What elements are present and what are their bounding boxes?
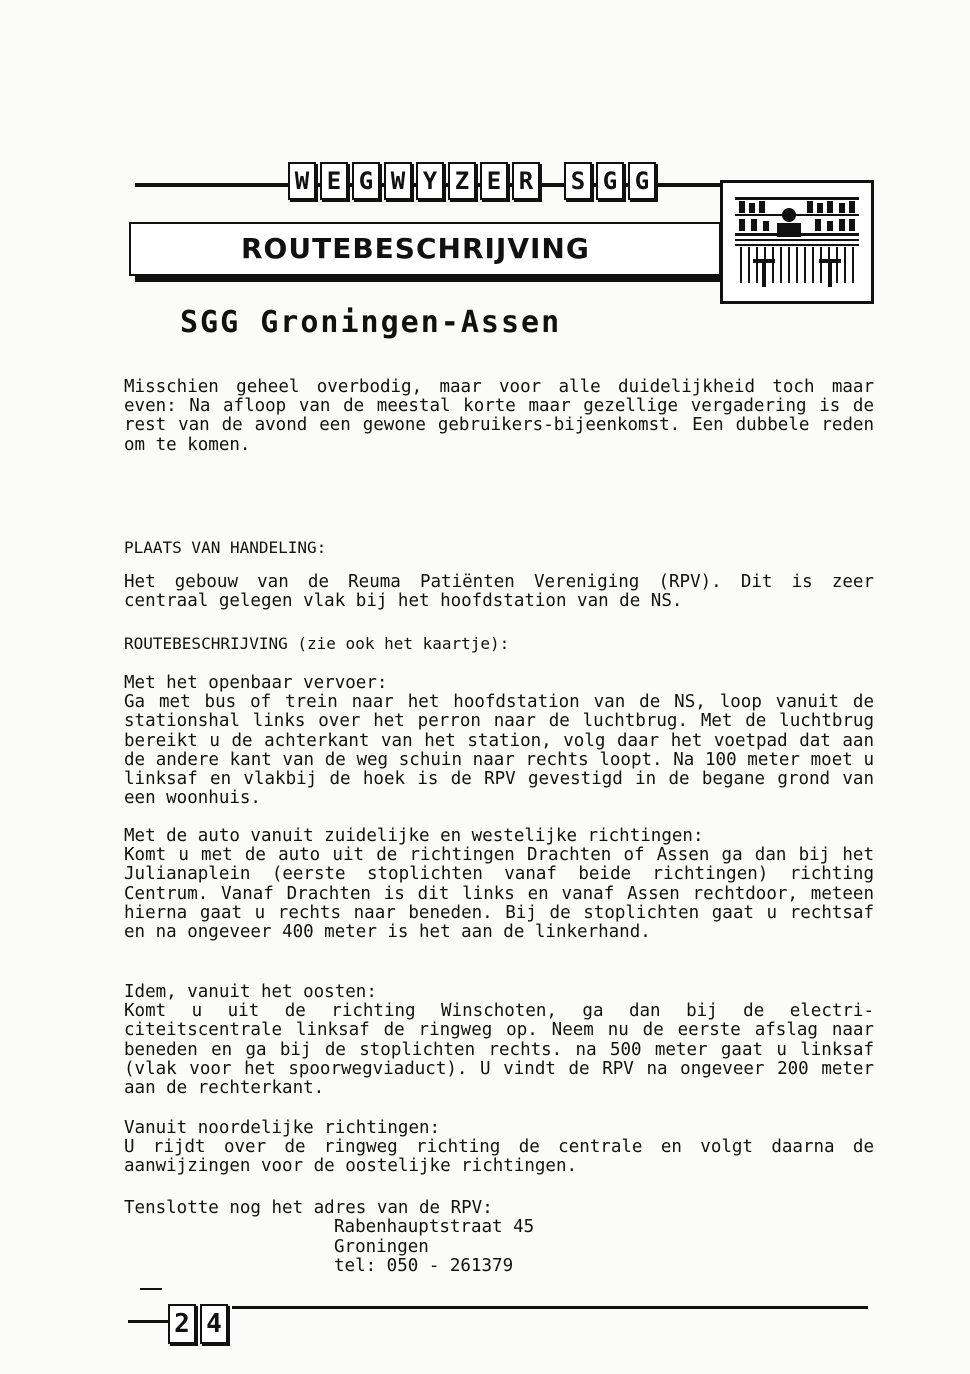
car-east-section xyxy=(124,983,874,1098)
footer-dash xyxy=(140,1288,162,1290)
place-heading: PLAATS VAN HANDELING: xyxy=(124,538,327,557)
car-north-heading: Vanuit noordelijke richtingen: xyxy=(124,1118,441,1138)
banner-letter: Z xyxy=(448,162,476,200)
car-south-west-text: Komt u met de auto uit de richtingen Drachten of Assen ga dan bij het Julianaplein (eerste stoplichten vanaf beide richtingen) richting Centrum. Vanaf Drachten is dit links en vanaf Assen rechtdoor, meteen hierna gaat u rechts naar beneden. Bij de stoplichten gaat u rechtsaf en na ongeveer 400 meter is het aan de linkerhand. xyxy=(124,845,874,943)
page-number xyxy=(168,1304,228,1344)
banner-letter: G xyxy=(352,162,380,200)
car-south-west-section xyxy=(124,827,874,942)
bar-illustration xyxy=(720,180,874,304)
footer-left-rule xyxy=(128,1320,168,1323)
address-city: Groningen xyxy=(334,1236,429,1257)
banner-letter: E xyxy=(320,162,348,200)
banner-letter: G xyxy=(596,162,624,200)
banner-letter: Y xyxy=(416,162,444,200)
car-south-west-heading: Met de auto vanuit zuidelijke en westelijke richtingen: xyxy=(124,826,704,846)
banner-letter: R xyxy=(512,162,540,200)
banner-title xyxy=(288,162,656,200)
banner-letter: G xyxy=(628,162,656,200)
address-phone: tel: 050 - 261379 xyxy=(334,1256,514,1276)
intro-text: Misschien geheel overbodig, maar voor alle duidelijkheid toch maar even: Na afloop van de meestal korte maar gezellige vergadering is de rest van de avond een gewone gebruikers-bijeenkomst. Een dubbele reden om te komen. xyxy=(124,377,874,455)
bartender-icon xyxy=(735,197,859,289)
car-east-heading: Idem, vanuit het oosten: xyxy=(124,982,377,1002)
title-box xyxy=(129,222,721,276)
page-title: ROUTEBESCHRIJVING xyxy=(241,232,590,265)
public-transport-heading: Met het openbaar vervoer: xyxy=(124,673,388,693)
intro-paragraph xyxy=(124,378,874,455)
footer-rule xyxy=(232,1306,868,1309)
place-text: Het gebouw van de Reuma Patiënten Vereniging (RPV). Dit is zeer centraal gelegen vlak bij het hoofdstation van de NS. xyxy=(124,572,874,612)
page-number-digit: 4 xyxy=(200,1304,228,1344)
address-street: Rabenhauptstraat 45 xyxy=(334,1217,535,1237)
car-east-text: Komt u uit de richting Winschoten, ga dan bij de electri-citeitscentrale linksaf de ringweg op. Neem nu de eerste afslag naar beneden en ga bij de stoplichten rechts. na 500 meter gaat u linksaf (vlak voor het spoorwegviaduct). U vindt de RPV na ongeveer 200 meter aan de rechterkant. xyxy=(124,1001,874,1099)
page-number-digit: 2 xyxy=(168,1304,196,1344)
banner-letter: W xyxy=(288,162,316,200)
page-subtitle: SGG Groningen-Assen xyxy=(180,305,562,340)
banner-letter: E xyxy=(480,162,508,200)
banner-letter: S xyxy=(564,162,592,200)
public-transport-section xyxy=(124,674,874,808)
public-transport-text: Ga met bus of trein naar het hoofdstation van de NS, loop vanuit de stationshal links over het perron naar de luchtbrug. Met de luchtbrug bereikt u de achterkant van het station, volg daar het voetpad dat aan de andere kant van de weg schuin naar rechts loopt. Na 100 meter moet u linksaf en vlakbij de hoek is de RPV gevestigd in de begane grond van een woonhuis. xyxy=(124,692,874,809)
route-heading: ROUTEBESCHRIJVING (zie ook het kaartje): xyxy=(124,634,510,653)
address-intro xyxy=(124,1199,874,1218)
address-intro-text: Tenslotte nog het adres van de RPV: xyxy=(124,1198,493,1218)
car-north-text: U rijdt over de ringweg richting de centrale en volgt daarna de aanwijzingen voor de oostelijke richtingen. xyxy=(124,1137,874,1177)
banner-letter: W xyxy=(384,162,412,200)
car-north-section xyxy=(124,1119,874,1177)
place-paragraph xyxy=(124,573,874,611)
address-block xyxy=(334,1218,534,1277)
